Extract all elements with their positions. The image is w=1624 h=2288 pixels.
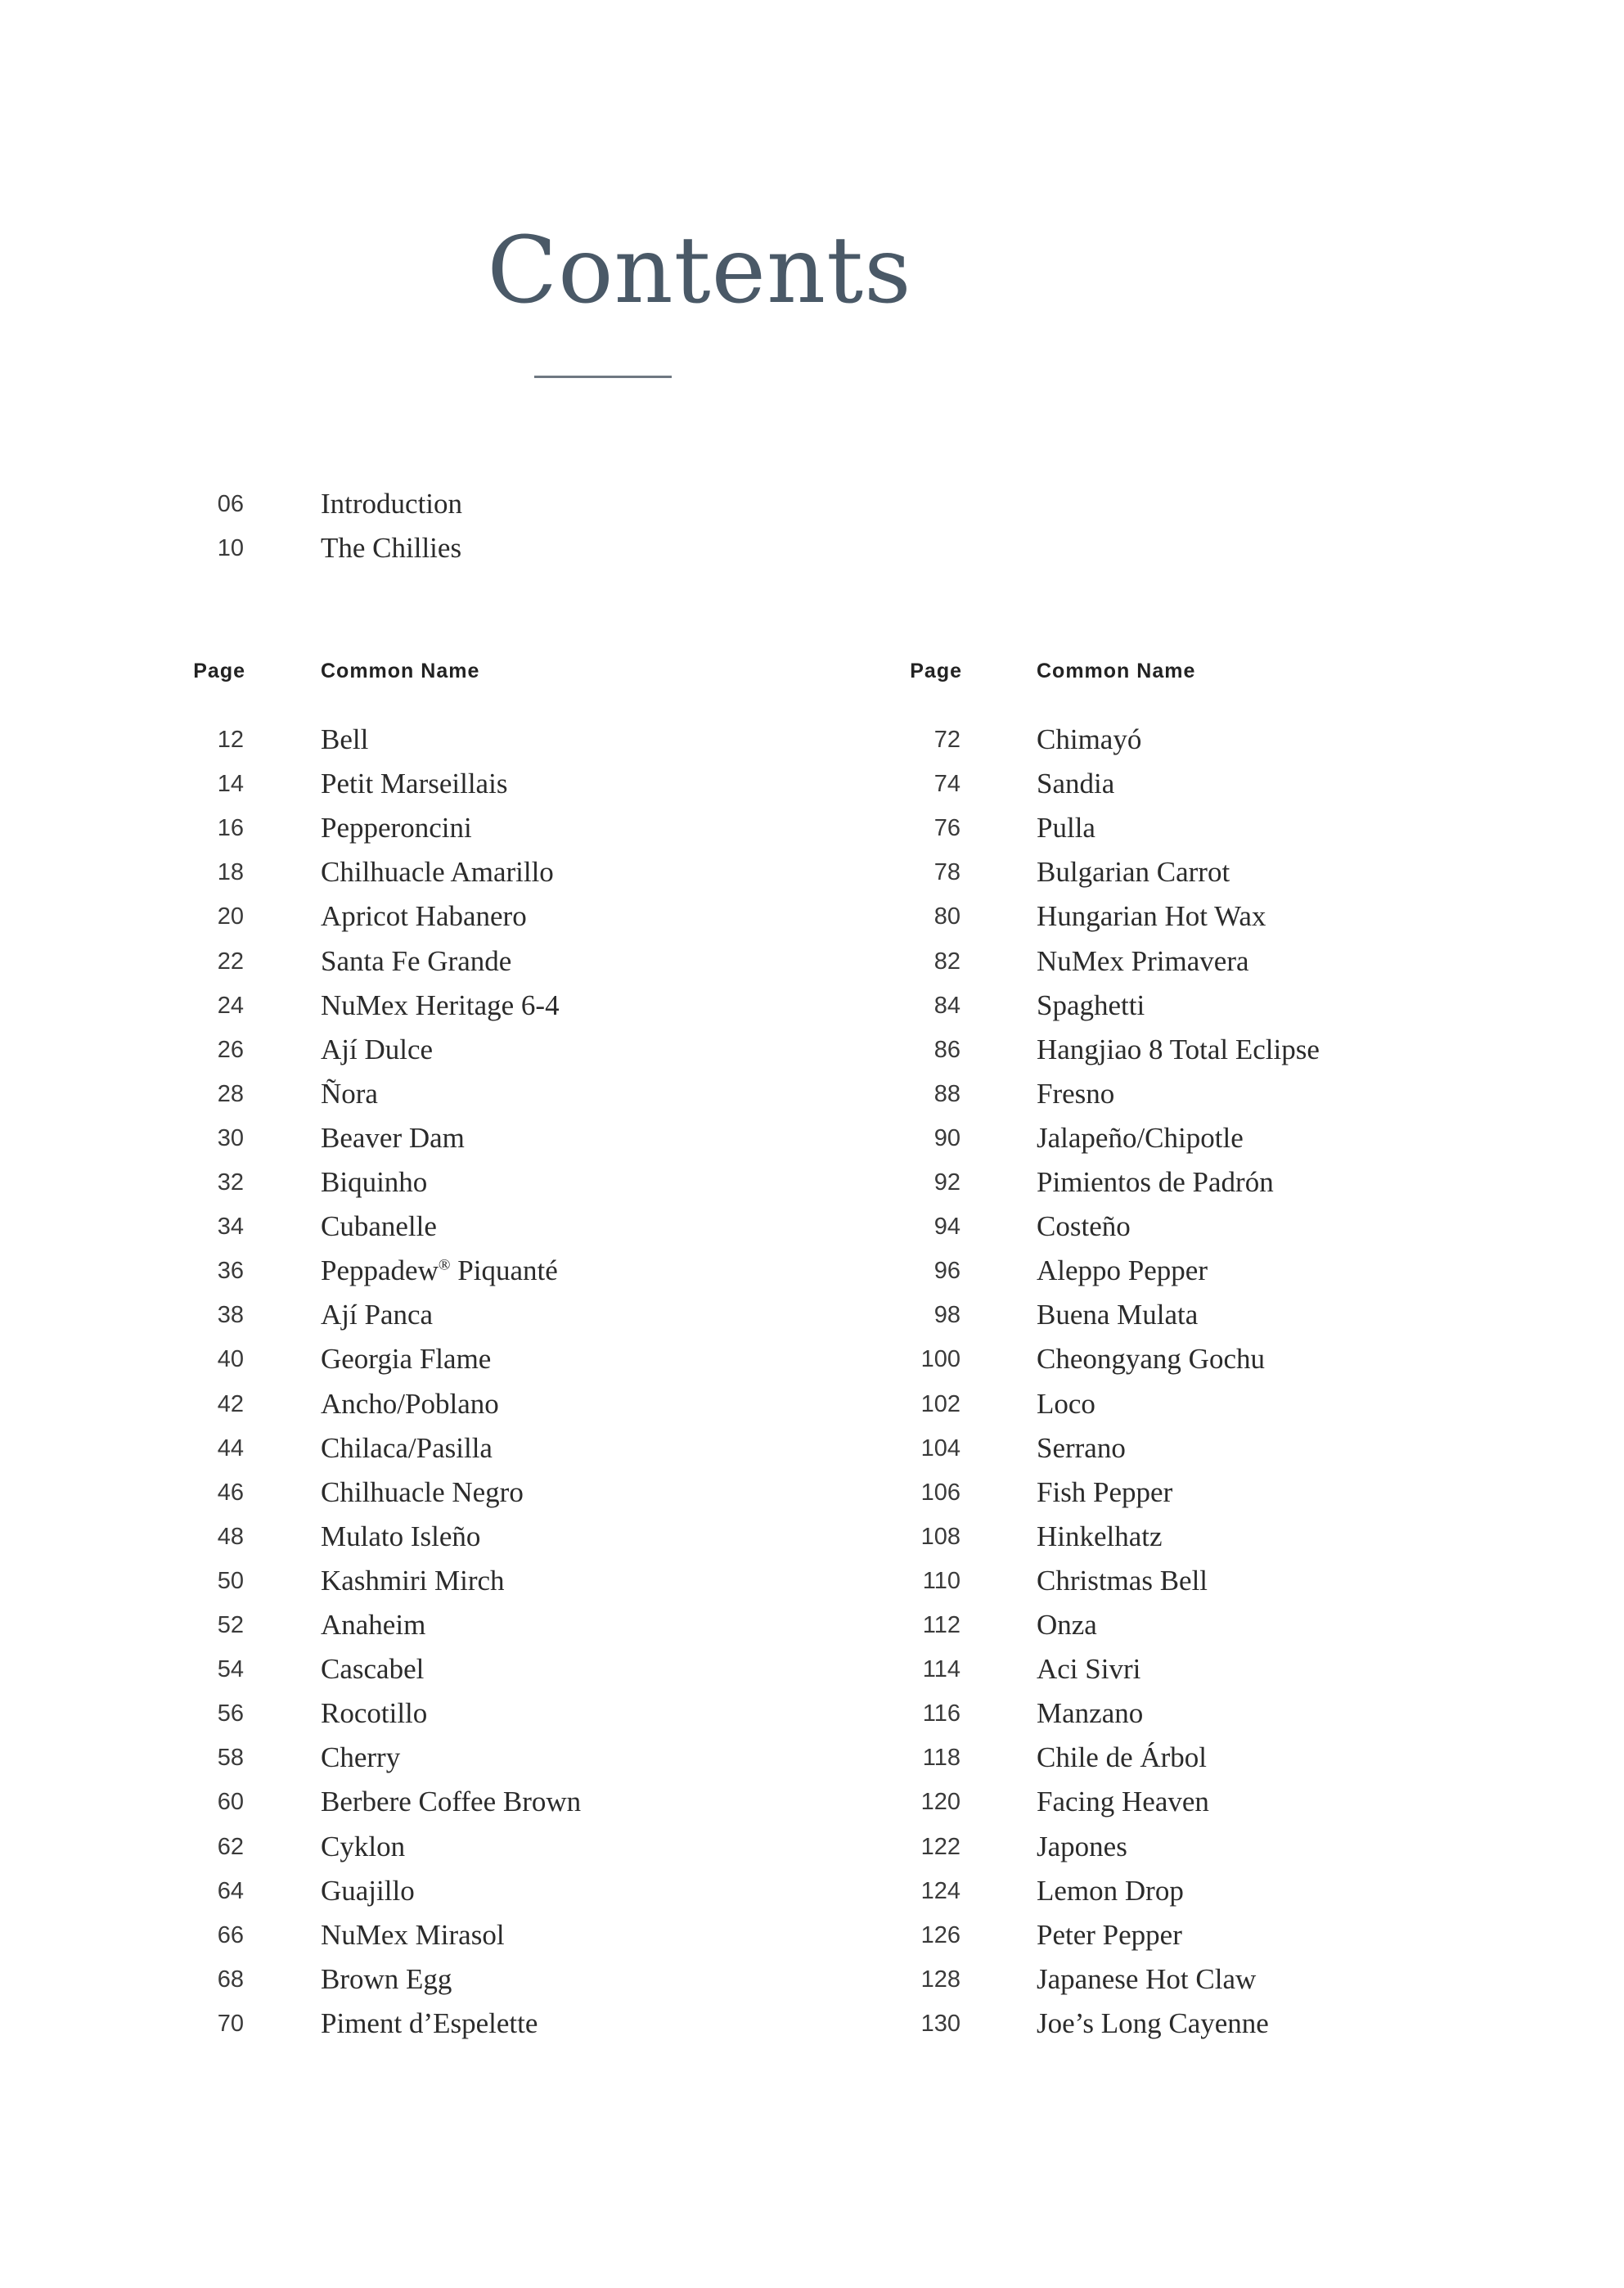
page-number: 28 (217, 1080, 244, 1107)
entry-name: NuMex Primavera (1037, 944, 1249, 977)
entry-name-suffix: Piquanté (450, 1254, 558, 1287)
entry-name: Mulato Isleño (321, 1520, 481, 1552)
entry-name: Anaheim (321, 1609, 426, 1641)
page-number: 72 (933, 727, 960, 753)
page-number: 38 (217, 1302, 244, 1329)
entry-name: Biquinho (321, 1166, 428, 1198)
page-number: 100 (920, 1346, 960, 1373)
page-number: 92 (933, 1169, 960, 1196)
page-number: 52 (217, 1612, 244, 1638)
left-name-header: Common Name (321, 660, 480, 682)
page-number: 64 (217, 1877, 244, 1904)
entry-name: Ají Dulce (321, 1033, 434, 1065)
entry-name: Santa Fe Grande (321, 944, 512, 977)
entry-name: Hangjiao 8 Total Eclipse (1037, 1033, 1320, 1065)
entry-name: Introduction (321, 488, 463, 520)
page-number: 126 (920, 1921, 960, 1948)
page-number: 12 (217, 727, 244, 753)
entry-name: Costeño (1037, 1210, 1131, 1243)
page-number: 32 (217, 1169, 244, 1196)
page-number: 68 (217, 1966, 244, 1993)
entry-name: Aleppo Pepper (1037, 1254, 1208, 1287)
entry-name: Chilaca/Pasilla (321, 1431, 493, 1464)
entry-name: Pimientos de Padrón (1037, 1166, 1274, 1198)
page-number: 108 (920, 1523, 960, 1550)
page-number: 122 (920, 1833, 960, 1860)
page-number: 10 (217, 535, 244, 561)
page-number: 114 (922, 1656, 960, 1683)
entry-name: Piment d’Espelette (321, 2007, 538, 2039)
entry-name: NuMex Mirasol (321, 1918, 505, 1951)
entry-name: Apricot Habanero (321, 900, 527, 933)
entry-name: Manzano (1037, 1697, 1144, 1730)
page-number: 58 (217, 1745, 244, 1772)
page-number: 118 (922, 1745, 960, 1772)
entry-name: Cubanelle (321, 1210, 437, 1243)
entry-name: Japanese Hot Claw (1037, 1962, 1257, 1995)
entry-name: Onza (1037, 1609, 1097, 1641)
entry-name: Hinkelhatz (1037, 1520, 1163, 1552)
page-number: 90 (933, 1124, 960, 1151)
entry-name: Cheongyang Gochu (1037, 1343, 1265, 1376)
entry-name: Cyklon (321, 1830, 406, 1862)
page-number: 54 (217, 1656, 244, 1683)
page-number: 20 (217, 903, 244, 930)
entry-name: Georgia Flame (321, 1343, 492, 1376)
page-number: 30 (217, 1124, 244, 1151)
entry-name: Ancho/Poblano (321, 1387, 499, 1420)
page-number: 130 (920, 2010, 960, 2037)
entry-name: Chilhuacle Negro (321, 1475, 524, 1508)
page-number: 56 (217, 1700, 244, 1727)
entry-name: Berbere Coffee Brown (321, 1786, 582, 1818)
entry-name: Cherry (321, 1741, 401, 1774)
page-number: 06 (217, 491, 244, 517)
title-underline (534, 376, 672, 378)
entry-name: Jalapeño/Chipotle (1037, 1121, 1244, 1154)
entry-name: Ají Panca (321, 1299, 434, 1331)
page-number: 120 (920, 1789, 960, 1816)
left-page-header: Page (193, 660, 245, 682)
page-number: 110 (922, 1567, 960, 1594)
page-number: 18 (217, 859, 244, 886)
entry-name: Pulla (1037, 812, 1095, 844)
entry-name: Loco (1037, 1387, 1095, 1420)
page-number: 112 (922, 1612, 960, 1638)
page-number: 24 (217, 992, 244, 1019)
page-number: 62 (217, 1833, 244, 1860)
entry-name: Rocotillo (321, 1697, 428, 1730)
page-number: 96 (933, 1258, 960, 1285)
page-number: 34 (217, 1214, 244, 1241)
page-number: 60 (217, 1789, 244, 1816)
right-page-header: Page (910, 660, 962, 682)
page-number: 88 (933, 1080, 960, 1107)
entry-name: Chile de Árbol (1037, 1741, 1208, 1774)
right-name-header: Common Name (1037, 660, 1196, 682)
page-number: 16 (217, 815, 244, 842)
entry-name: Chimayó (1037, 723, 1142, 755)
page-number: 42 (217, 1390, 244, 1417)
page-number: 128 (920, 1966, 960, 1993)
entry-name: Pepperoncini (321, 812, 472, 844)
entry-name: Buena Mulata (1037, 1299, 1199, 1331)
entry-name: Beaver Dam (321, 1121, 465, 1154)
entry-name: Kashmiri Mirch (321, 1564, 505, 1597)
page-number: 66 (217, 1921, 244, 1948)
page-number: 104 (920, 1435, 960, 1462)
entry-name: NuMex Heritage 6-4 (321, 989, 560, 1021)
entry-name: Sandia (1037, 768, 1115, 800)
page-number: 14 (217, 771, 244, 798)
page-number: 74 (933, 771, 960, 798)
entry-name: Lemon Drop (1037, 1874, 1184, 1907)
page-number: 46 (217, 1479, 244, 1506)
page-number: 26 (217, 1036, 244, 1063)
page-number: 22 (217, 948, 244, 975)
page-number: 48 (217, 1523, 244, 1550)
entry-name: Christmas Bell (1037, 1564, 1208, 1597)
page-number: 80 (933, 903, 960, 930)
entry-name-main: Peppadew (321, 1254, 439, 1287)
page-number: 70 (217, 2010, 244, 2037)
registered-mark: ® (438, 1256, 451, 1274)
page-number: 44 (217, 1435, 244, 1462)
entry-name: Hungarian Hot Wax (1037, 900, 1266, 933)
page-number: 78 (933, 859, 960, 886)
page-number: 76 (933, 815, 960, 842)
page-number: 82 (933, 948, 960, 975)
page-number: 50 (217, 1567, 244, 1594)
page-number: 36 (217, 1258, 244, 1285)
entry-name: Chilhuacle Amarillo (321, 856, 554, 889)
page-number: 84 (933, 992, 960, 1019)
page-number: 102 (920, 1390, 960, 1417)
entry-name: Cascabel (321, 1653, 425, 1686)
entry-name: Facing Heaven (1037, 1786, 1209, 1818)
entry-name: Aci Sivri (1037, 1653, 1141, 1686)
entry-name (321, 1249, 558, 1293)
entry-name: Bell (321, 723, 369, 755)
page-number: 98 (933, 1302, 960, 1329)
entry-name: Guajillo (321, 1874, 415, 1907)
page-number: 40 (217, 1346, 244, 1373)
entry-name: Japones (1037, 1830, 1127, 1862)
page-number: 116 (922, 1700, 960, 1727)
entry-name: Serrano (1037, 1431, 1126, 1464)
entry-name: Fresno (1037, 1077, 1115, 1110)
entry-name: Fish Pepper (1037, 1475, 1173, 1508)
entry-name: Brown Egg (321, 1962, 452, 1995)
entry-name: The Chillies (321, 532, 462, 564)
entry-name: Peter Pepper (1037, 1918, 1182, 1951)
page-number: 86 (933, 1036, 960, 1063)
page-title: Contents (487, 218, 912, 324)
page-number: 106 (920, 1479, 960, 1506)
entry-name: Petit Marseillais (321, 768, 508, 800)
entry-name: Joe’s Long Cayenne (1037, 2007, 1269, 2039)
entry-name: Bulgarian Carrot (1037, 856, 1230, 889)
page-number: 94 (933, 1214, 960, 1241)
entry-name: Spaghetti (1037, 989, 1145, 1021)
page-number: 124 (920, 1877, 960, 1904)
entry-name: Ñora (321, 1077, 378, 1110)
